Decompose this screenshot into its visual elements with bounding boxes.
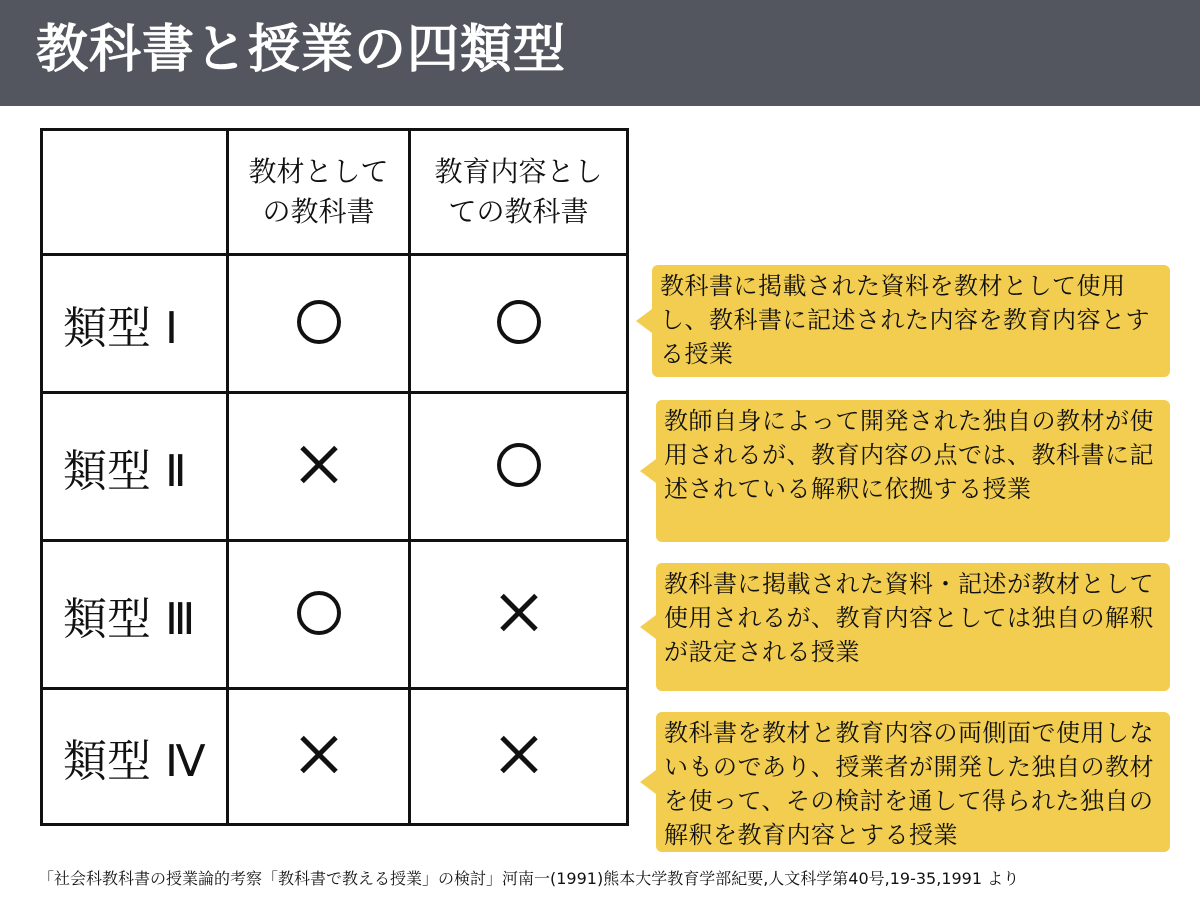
circle-mark-icon xyxy=(497,300,541,344)
callout-pointer xyxy=(640,615,656,639)
table-row xyxy=(42,255,628,393)
table-cell xyxy=(410,541,628,689)
type-table xyxy=(40,128,629,826)
note-text: 教師自身によって開発された独自の教材が使用されるが、教育内容の点では、教科書に記述されている解釈に依拠する授業 xyxy=(664,407,1154,503)
col-header-label: 教育内容とし ての教科書 xyxy=(434,155,603,228)
table-cell xyxy=(228,255,410,393)
callout-pointer xyxy=(636,309,652,333)
col-header-label: 教材として の教科書 xyxy=(248,155,389,228)
table-row xyxy=(42,393,628,541)
table-header-row xyxy=(42,130,628,255)
row-label: 類型 Ⅲ xyxy=(42,541,228,689)
page-title: 教科書と授業の四類型 xyxy=(36,20,567,80)
cross-mark-icon xyxy=(497,733,541,777)
note-type-3 xyxy=(656,563,1170,691)
circle-mark-icon xyxy=(297,591,341,635)
cross-mark-icon xyxy=(297,733,341,777)
note-text: 教科書を教材と教育内容の両側面で使用しないものであり、授業者が開発した独自の教材を使って、その検討を通して得られた独自の解釈を教育内容とする授業 xyxy=(664,719,1154,849)
table-row xyxy=(42,541,628,689)
corner-cell xyxy=(42,130,228,255)
table-cell xyxy=(410,393,628,541)
col-header-textbook-as-content xyxy=(410,130,628,255)
note-type-2 xyxy=(656,400,1170,542)
cross-mark-icon xyxy=(497,591,541,635)
note-type-1 xyxy=(652,265,1170,377)
col-header-textbook-as-material xyxy=(228,130,410,255)
title-bar xyxy=(0,0,1200,106)
table-cell xyxy=(410,689,628,825)
cross-mark-icon xyxy=(297,443,341,487)
circle-mark-icon xyxy=(297,300,341,344)
row-label: 類型 Ⅳ xyxy=(42,689,228,825)
callout-pointer xyxy=(640,770,656,794)
row-label: 類型 Ⅰ xyxy=(42,255,228,393)
callout-pointer xyxy=(640,459,656,483)
table-cell xyxy=(228,393,410,541)
circle-mark-icon xyxy=(497,443,541,487)
table-cell xyxy=(228,541,410,689)
row-label: 類型 Ⅱ xyxy=(42,393,228,541)
table-cell xyxy=(228,689,410,825)
note-text: 教科書に掲載された資料を教材として使用し、教科書に記述された内容を教育内容とする授業 xyxy=(660,272,1150,368)
table-cell xyxy=(410,255,628,393)
note-text: 教科書に掲載された資料・記述が教材として使用されるが、教育内容としては独自の解釈が設定される授業 xyxy=(664,570,1154,666)
citation: 「社会科教科書の授業論的考察「教科書で教える授業」の検討」河南一(1991)熊本大学教育学部紀要,人文科学第40号,19-35,1991 より xyxy=(38,869,1020,888)
note-type-4 xyxy=(656,712,1170,852)
table-row xyxy=(42,689,628,825)
